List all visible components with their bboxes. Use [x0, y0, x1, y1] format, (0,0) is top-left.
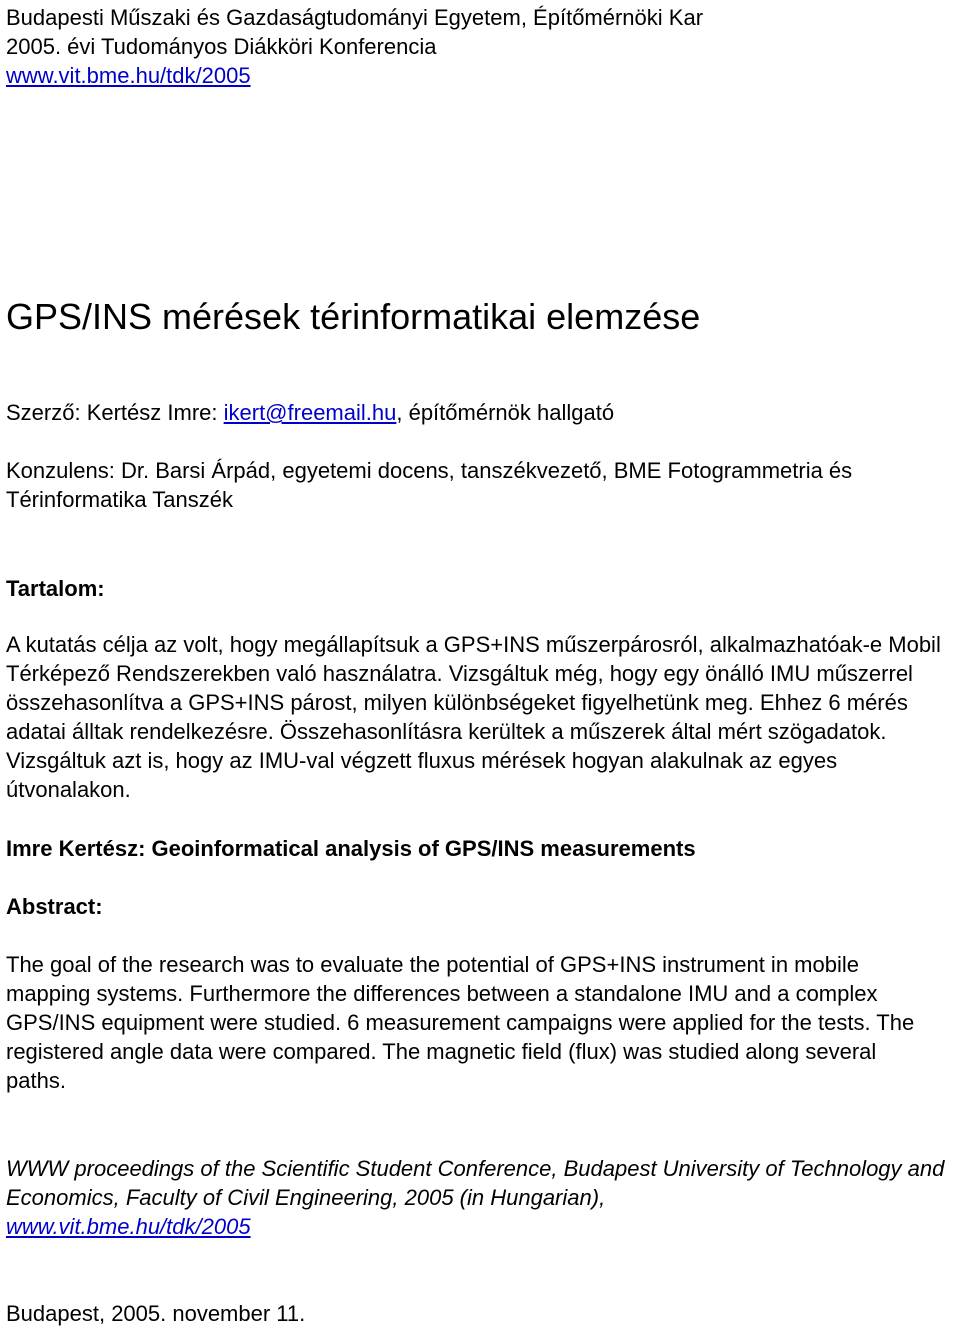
author-prefix: Szerző: Kertész Imre: — [6, 400, 224, 425]
university-line: Budapesti Műszaki és Gazdaságtudományi Egyetem, Építőmérnöki Kar — [6, 5, 704, 30]
proceedings-text: WWW proceedings of the Scientific Student Conference, Budapest University of Technology and Economics, Faculty of Civil Engineering, 2005 (in Hungarian), — [6, 1156, 945, 1210]
paper-title: GPS/INS mérések térinformatikai elemzése — [6, 296, 701, 337]
proceedings-citation — [6, 1154, 946, 1241]
author-line — [6, 398, 614, 427]
contents-heading: Tartalom: — [6, 576, 105, 601]
abstract-hungarian: A kutatás célja az volt, hogy megállapítsuk a GPS+INS műszerpárosról, alkalmazhatóak-e Mobil Térképező Rendszerekben való használatra. Vizsgáltuk még, hogy egy önálló IMU műszerrel összehasonlítva a GPS+INS párost, milyen különbségeket figyelhetünk meg. Ehhez 6 mérés adatai álltak rendelkezésre. Összehasonlításra kerültek a műszerek által mért szögadatok. Vizsgáltuk azt is, hogy az IMU-val végzett fluxus mérések hogyan alakulnak az egyes útvonalakon. — [6, 632, 941, 802]
proceedings-url-link[interactable]: www.vit.bme.hu/tdk/2005 — [6, 1214, 251, 1239]
author-email-link[interactable]: ikert@freemail.hu — [223, 400, 397, 425]
abstract-english: The goal of the research was to evaluate the potential of GPS+INS instrument in mobile mapping systems. Furthermore the differences between a standalone IMU and a complex GPS/INS equipment were studied. 6 measurement campaigns were applied for the tests. The registered angle data were compared. The magnetic field (flux) was studied along several paths. — [6, 952, 915, 1093]
author-suffix: , építőmérnök hallgató — [396, 400, 615, 425]
conference-url-link[interactable]: www.vit.bme.hu/tdk/2005 — [6, 63, 251, 88]
abstract-heading: Abstract: — [6, 894, 103, 919]
date-line: Budapest, 2005. november 11. — [6, 1301, 306, 1326]
english-title: Imre Kertész: Geoinformatical analysis of GPS/INS measurements — [6, 836, 696, 861]
conference-line: 2005. évi Tudományos Diákköri Konferencia — [6, 34, 437, 59]
header-block — [6, 3, 703, 90]
consultant-line: Konzulens: Dr. Barsi Árpád, egyetemi docens, tanszékvezető, BME Fotogrammetria és Térinformatika Tanszék — [6, 458, 853, 512]
